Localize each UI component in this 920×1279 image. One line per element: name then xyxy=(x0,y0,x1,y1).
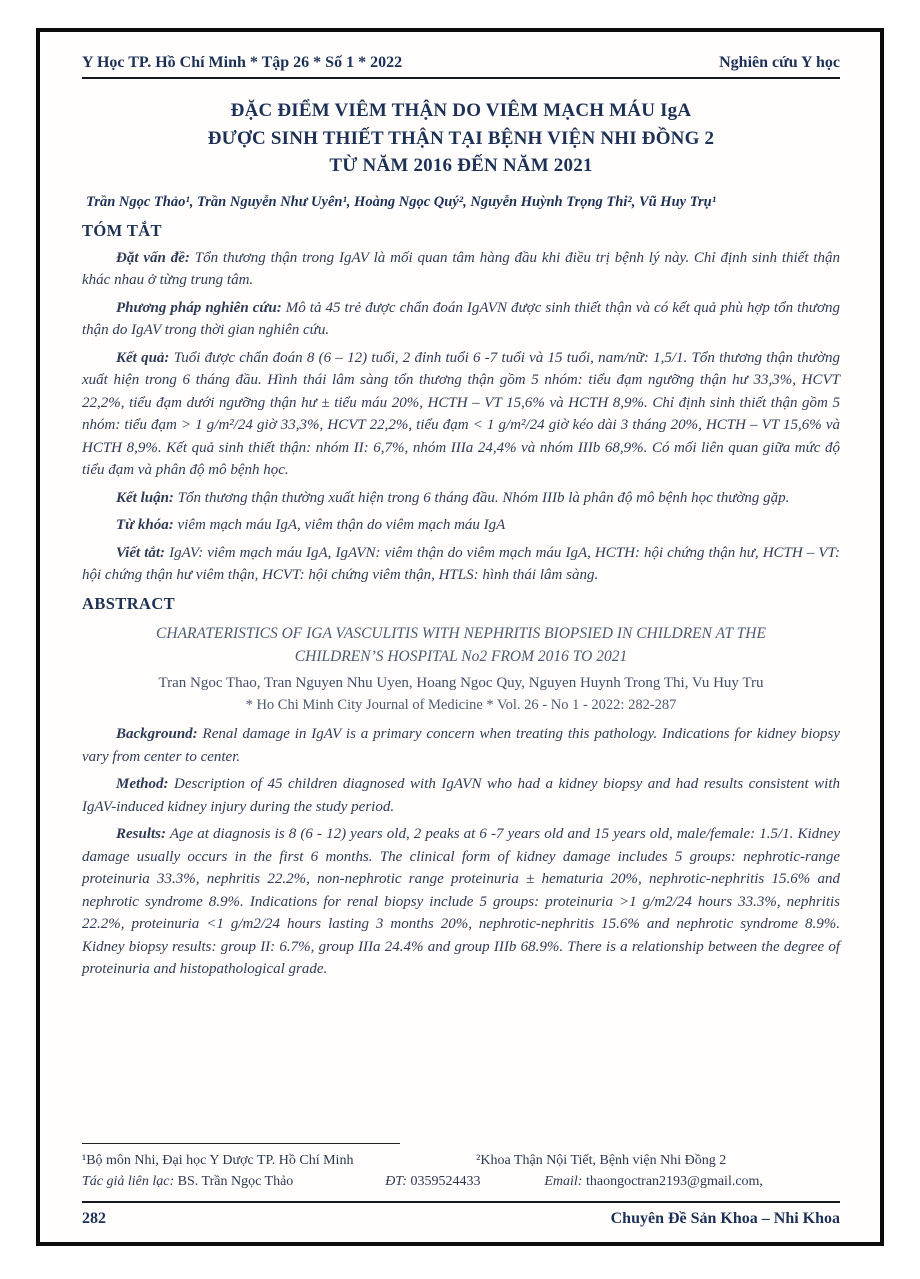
paragraph-dat-van-de xyxy=(82,247,840,292)
paragraph-ket-luan xyxy=(82,487,840,510)
paragraph-text: IgAV: viêm mạch máu IgA, IgAVN: viêm thận do viêm mạch máu IgA, HCTH: hội chứng thận hư, HCTH – VT: hội chứng thận hư viêm thận, HCVT: hội chứng viêm thận, HTLS: hình thái lâm sàng. xyxy=(82,544,840,584)
contact-email xyxy=(544,1171,840,1193)
header-section-label: Nghiên cứu Y học xyxy=(719,54,840,71)
footer-divider xyxy=(82,1201,840,1203)
journal-reference: * Ho Chi Minh City Journal of Medicine * Vol. 26 - No 1 - 2022: 282-287 xyxy=(245,697,677,714)
paragraph-label: Đặt vấn đề: xyxy=(116,249,190,266)
paragraph-label: Kết luận: xyxy=(116,489,174,506)
header-divider xyxy=(82,77,840,79)
authors-english: Tran Ngoc Thao, Tran Nguyen Nhu Uyen, Hoang Ngoc Quy, Nguyen Huynh Trong Thi, Vu Huy Tru xyxy=(158,675,764,692)
paragraph-tu-khoa xyxy=(82,514,840,537)
section-heading-abstract: ABSTRACT xyxy=(82,593,176,613)
contact-label: Tác giả liên lạc: xyxy=(82,1174,175,1190)
footer-page-number: 282 xyxy=(82,1210,106,1227)
footer-section-title: Chuyên Đề Sản Khoa – Nhi Khoa xyxy=(610,1210,840,1227)
paragraph-label: Viết tắt: xyxy=(116,544,166,561)
phone-label: ĐT: xyxy=(385,1174,407,1190)
footnote-affiliations xyxy=(82,1150,840,1172)
footnote-affiliation-1: ¹Bộ môn Nhi, Đại học Y Dược TP. Hồ Chí Minh xyxy=(82,1152,354,1168)
paragraph-label: Results: xyxy=(116,826,167,843)
paragraph-text: Tuổi được chẩn đoán 8 (6 – 12) tuổi, 2 đỉnh tuổi 6 -7 tuổi và 15 tuổi, nam/nữ: 1,5/1. Tổn thương thận thường xuất hiện trong 6 tháng đầu. Hình thái lâm sàng tổn thương thận gồm 5 nhóm: tiểu đạm ngưỡng thận hư 33,3%, HCVT 22,2%, tiểu đạm dưới ngưỡng thận hư ± tiểu máu 20%, HCTH – VT 15,6% và HCTH 8,9%. Chỉ định sinh thiết thận gồm 5 nhóm: tiểu đạm > 1 g/m²/24 giờ 33,3%, HCVT 22,2%, tiểu đạm < 1 g/m²/24 giờ kéo dài 3 tháng 20%, HCTH – VT 15,6% và HCTH 8,9%. Kết quả sinh thiết thận: nhóm II: 6,7%, nhóm IIIa 24,4% và nhóm IIIb 68,9%. Có mối liên quan giữa mức độ tiểu đạm và phân độ mô bệnh học. xyxy=(82,349,840,479)
contact-name: BS. Trần Ngọc Thảo xyxy=(174,1174,294,1190)
contact-phone xyxy=(385,1171,544,1193)
paragraph-text: Description of 45 children diagnosed with IgAVN who had a kidney biopsy and had results consistent with IgAV-induced kidney injury during the study period. xyxy=(82,776,840,815)
paragraph-text: Tổn thương thận trong IgAV là mối quan tâm hàng đầu khi điều trị bệnh lý này. Chỉ định sinh thiết thận khác nhau ở từng trung tâm. xyxy=(82,249,841,289)
paragraph-phuong-phap xyxy=(82,297,840,342)
section-heading-tomtat: TÓM TẮT xyxy=(82,220,162,240)
paragraph-text: Age at diagnosis is 8 (6 - 12) years old, 2 peaks at 6 -7 years old and 15 years old, male/female: 1.5/1. Kidney damage usually occurs in the first 6 months. The clinical form of kidney damage includes 5 groups: nephrotic-range proteinuria 33.3%, nephritis 22.2%, non-nephrotic range proteinuria ± hematuria 20%, nephrotic-nephritis 15.6% and nephrotic syndrome 8.9%. Indications for renal biopsy include 5 groups: proteinuria >1 g/m2/24 hours 33.3%, nephritis 22.2%, proteinuria <1 g/m2/24 hours lasting 3 months 20%, nephrotic-nephritis 15.6% and nephrotic syndrome 8.9%. Kidney biopsy results: group II: 6.7%, group IIIa 24.4% and group IIIb 68.9%. There is a relationship between the degree of proteinuria and histopathological grade. xyxy=(82,826,840,978)
paragraph-text: Tổn thương thận thường xuất hiện trong 6 tháng đầu. Nhóm IIIb là phân độ mô bệnh học thường gặp. xyxy=(173,489,790,506)
authors-vietnamese: Trần Ngọc Thảo¹, Trần Nguyễn Như Uyên¹, Hoàng Ngọc Quý², Nguyễn Huỳnh Trọng Thi², Vũ Huy Trụ¹ xyxy=(86,193,717,210)
article-title xyxy=(82,97,840,180)
paragraph-label: Từ khóa: xyxy=(116,517,174,534)
contact-author xyxy=(82,1171,385,1193)
paragraph-label: Phương pháp nghiên cứu: xyxy=(116,299,282,316)
abstract-title-line-2: CHILDREN’S HOSPITAL No2 FROM 2016 TO 2021 xyxy=(294,647,628,665)
abstract-english-title xyxy=(88,622,834,669)
footnote-block xyxy=(82,1137,840,1193)
paragraph-text: Mô tả 45 trẻ được chẩn đoán IgAVN được sinh thiết thận và có kết quả phù hợp tổn thương thận do IgAV trong thời gian nghiên cứu. xyxy=(82,299,840,339)
paragraph-method xyxy=(82,773,840,818)
paragraph-text: Renal damage in IgAV is a primary concern when treating this pathology. Indications for kidney biopsy vary from center to center. xyxy=(82,726,840,765)
paragraph-label: Method: xyxy=(116,776,169,793)
phone-number: 0359524433 xyxy=(406,1174,481,1190)
article-title-line-2: ĐƯỢC SINH THIẾT THẬN TẠI BỆNH VIỆN NHI ĐỒNG 2 xyxy=(207,127,715,149)
header-journal-issue: Y Học TP. Hồ Chí Minh * Tập 26 * Số 1 * 2022 xyxy=(82,54,403,71)
page-footer xyxy=(82,1210,840,1228)
footnote-affiliation-2: ²Khoa Thận Nội Tiết, Bệnh viện Nhi Đồng 2 xyxy=(476,1152,727,1168)
email-label: Email: xyxy=(544,1174,583,1190)
email-address: thaongoctran2193@gmail.com, xyxy=(582,1174,763,1190)
paragraph-label: Kết quả: xyxy=(116,349,170,366)
paragraph-label: Background: xyxy=(116,726,198,743)
abstract-title-line-1: CHARATERISTICS OF IGA VASCULITIS WITH NEPHRITIS BIOPSIED IN CHILDREN AT THE xyxy=(156,624,766,642)
footnote-divider xyxy=(82,1143,400,1144)
paragraph-results xyxy=(82,823,840,981)
paragraph-background xyxy=(82,723,840,768)
article-title-line-3: TỪ NĂM 2016 ĐẾN NĂM 2021 xyxy=(329,155,593,177)
paragraph-viet-tat xyxy=(82,542,840,587)
paragraph-text: viêm mạch máu IgA, viêm thận do viêm mạch máu IgA xyxy=(173,517,506,534)
journal-page xyxy=(36,28,884,1246)
page-header xyxy=(82,54,840,72)
article-title-line-1: ĐẶC ĐIỂM VIÊM THẬN DO VIÊM MẠCH MÁU IgA xyxy=(230,100,692,121)
paragraph-ket-qua xyxy=(82,347,840,482)
footnote-contact-row xyxy=(82,1171,840,1193)
